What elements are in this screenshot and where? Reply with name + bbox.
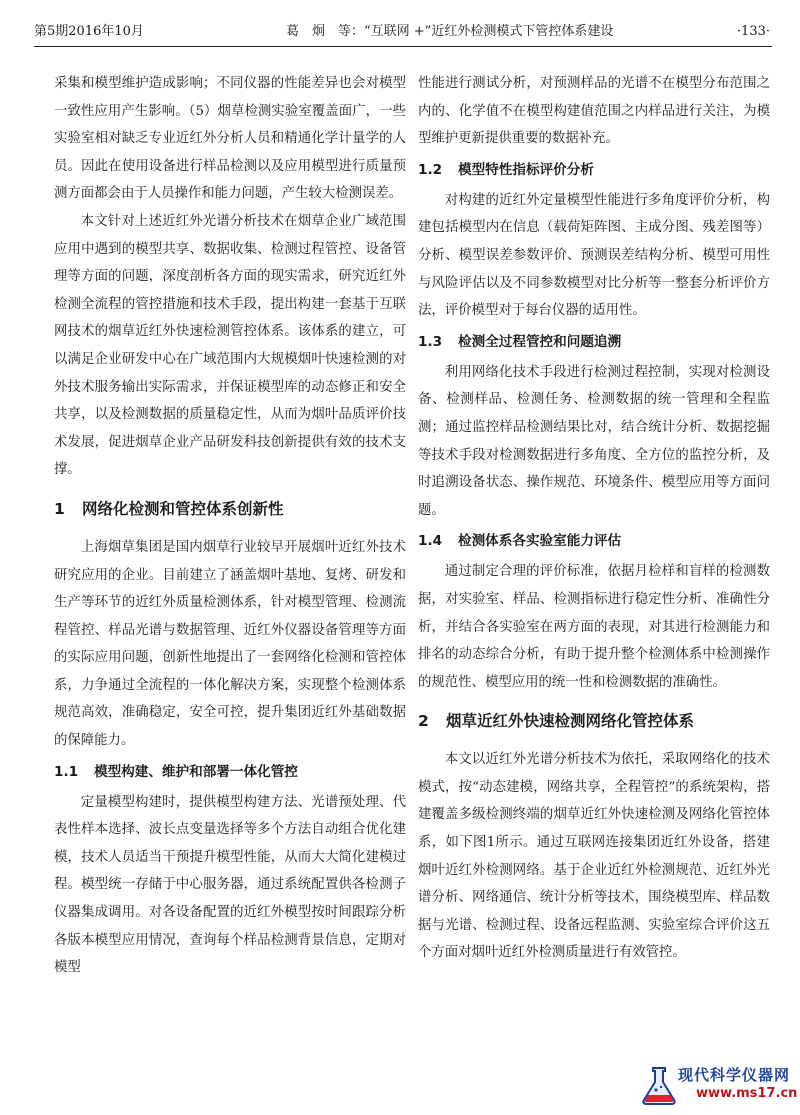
paragraph: 采集和模型维护造成影响；不同仪器的性能差异也会对模型一致性应用产生影响。（5）烟草检测实验室覆盖面广，一些实验室相对缺乏专业近红外分析人员和精通化学计量学的人员。因此在使用设备进行样品检测以及应用模型进行质量预测方面都会由于人员操作和能力问题，产生较大检测误差。 <box>54 76 406 202</box>
paragraph: 上海烟草集团是国内烟草行业较早开展烟叶近红外技术研究应用的企业。目前建立了涵盖烟叶基地、复烤、研发和生产等环节的近红外质量检测体系，针对模型管理、检测流程管控、样品光谱与数据管理、近红外仪器设备管理等方面的实际应用问题，创新性地提出了一套网络化检测和管控体系，力争通过全流程的一体化解决方案，实现整个检测体系规范高效，准确稳定，安全可控，提升集团近红外基础数据的保障能力。 <box>54 539 406 749</box>
paragraph: 定量模型构建时，提供模型构建方法、光谱预处理、代表性样本选择、波长点变量选择等多个方法自动组合优化建模，技术人员适当干预提升模型性能，从而大大简化建模过程。模型统一存储于中心服务器，通过系统配置供各检测子仪器集成调用。对各设备配置的近红外模型按时间跟踪分析各版本模型应用情况，查询每个样品检测背景信息，定期对模型 <box>54 794 406 976</box>
site-watermark <box>636 1062 796 1108</box>
paragraph: 对构建的近红外定量模型性能进行多角度评价分析，构建包括模型内在信息（载荷矩阵图、主成分图、残差图等）分析、模型误差参数评价、预测误差结构分析、模型可用性与风险评估以及不同参数模型对比分析等一整套分析评价方法，评价模型对于每台仪器的适用性。 <box>418 192 770 319</box>
page-number: ·133· <box>736 24 770 39</box>
subsection-number: 1.2 <box>418 161 443 178</box>
flask-icon <box>636 1062 682 1108</box>
subsection-title: 检测全过程管控和问题追溯 <box>458 333 622 350</box>
running-header <box>34 20 772 47</box>
section-heading <box>54 498 406 520</box>
subsection-title: 模型构建、维护和部署一体化管控 <box>94 763 298 780</box>
subsection-heading <box>54 761 406 783</box>
watermark-name: 现代科学仪器网 <box>678 1066 791 1084</box>
section-number: 1 <box>54 499 65 518</box>
paragraph: 通过制定合理的评价标准，依据月检样和盲样的检测数据，对实验室、样品、检测指标进行稳定性分析、准确性分析，并结合各实验室在两方面的表现，对其进行检测能力和排名的动态综合分析，有助于提升整个检测体系中检测操作的规范性、模型应用的统一性和检测数据的准确性。 <box>418 564 770 690</box>
subsection-number: 1.1 <box>54 763 79 780</box>
subsection-title: 检测体系各实验室能力评估 <box>458 533 622 550</box>
section-title: 烟草近红外快速检测网络化管控体系 <box>446 712 695 731</box>
subsection-title: 模型特性指标评价分析 <box>458 161 594 178</box>
subsection-heading <box>418 159 770 181</box>
section-title: 网络化检测和管控体系创新性 <box>82 499 284 518</box>
paragraph: 本文以近红外光谱分析技术为依托，采取网络化的技术模式，按“动态建模，网络共享，全程管控”的系统架构，搭建覆盖多级检测终端的烟草近红外快速检测及网络化管控体系，如下图1所示。通过互联网连接集团近红外设备，搭建烟叶近红外检测网络。基于企业近红外检测规范、近红外光谱分析、网络通信、统计分析等技术，围绕模型库、样品数据与光谱、检测过程、设备远程监测、实验室综合评价这五个方面对烟叶近红外检测质量进行有效管控。 <box>418 752 770 961</box>
subsection-number: 1.3 <box>418 333 443 350</box>
paragraph: 性能进行测试分析，对预测样品的光谱不在模型分布范围之内的、化学值不在模型构建值范围之内样品进行关注，为模型维护更新提供重要的数据补充。 <box>418 76 770 147</box>
section-number: 2 <box>418 712 429 731</box>
right-column <box>418 70 770 967</box>
paragraph: 本文针对上述近红外光谱分析技术在烟草企业广域范围应用中遇到的模型共享、数据收集、检测过程管控、设备管理等方面的问题，深度剖析各方面的现实需求，研究近红外检测全流程的管控措施和技术手段，提出构建一套基于互联网技术的烟草近红外快速检测管控体系。该体系的建立，可以满足企业研发中心在广域范围内大规模烟叶快速检测的对外技术服务输出实际需求，并保证模型库的动态修正和安全共享，以及检测数据的质量稳定性，从而为烟叶品质评价技术发展，促进烟草企业产品研发科技创新提供有效的技术支撑。 <box>54 213 406 478</box>
watermark-url: www.ms17.cn <box>696 1086 798 1101</box>
running-title: 葛 炯 等：“互联网 +”近红外检测模式下管控体系建设 <box>286 24 614 39</box>
subsection-number: 1.4 <box>418 533 443 550</box>
subsection-heading <box>418 530 770 552</box>
section-heading <box>418 710 770 732</box>
subsection-heading <box>418 331 770 353</box>
paragraph: 利用网络化技术手段进行检测过程控制，实现对检测设备、检测样品、检测任务、检测数据的统一管理和全程监测；通过监控样品检测结果比对，结合统计分析、数据挖掘等技术手段对检测数据进行多角度、全方位的监控分析，及时追溯设备状态、操作规范、环境条件、模型应用等方面问题。 <box>418 364 770 518</box>
left-column <box>54 70 406 982</box>
issue-label: 第5期2016年10月 <box>34 24 144 39</box>
